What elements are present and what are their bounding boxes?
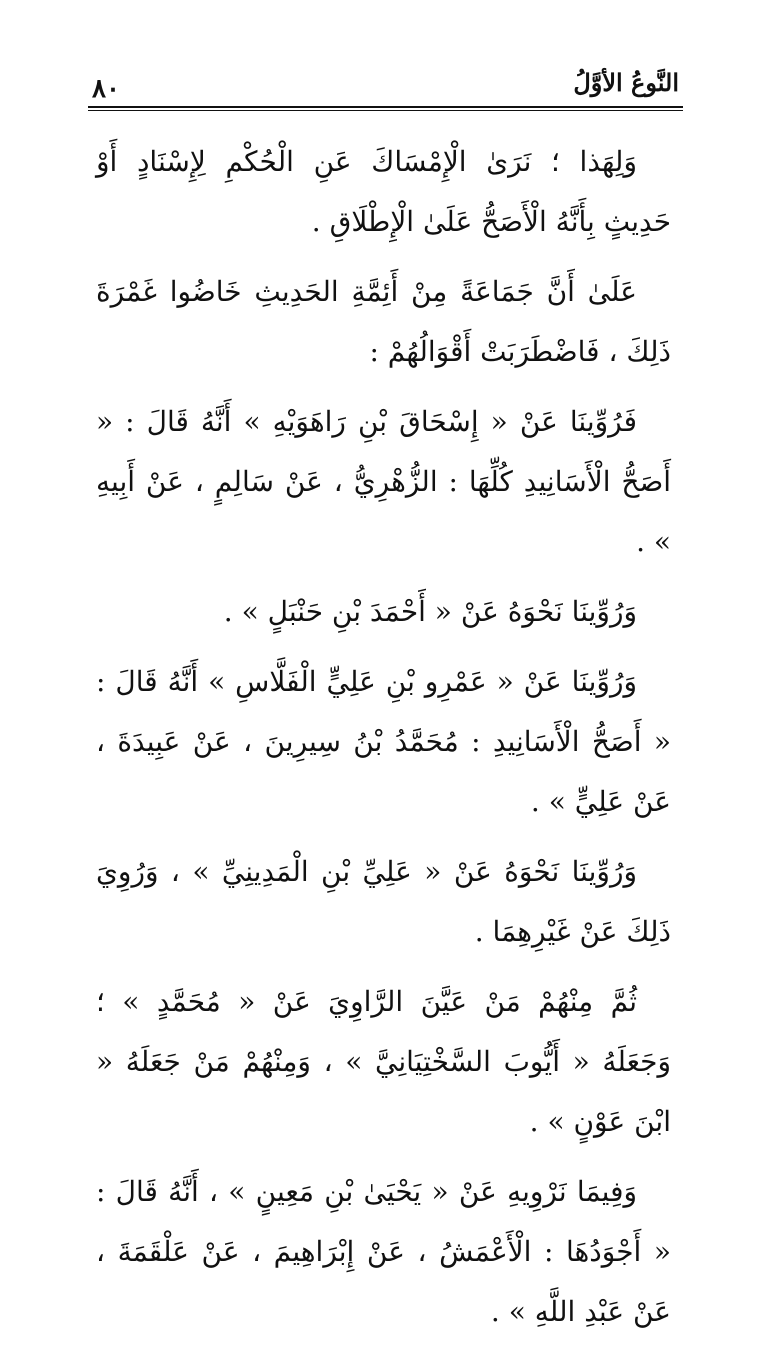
paragraph-4: وَرُوِّينَا نَحْوَهُ عَنْ « أَحْمَدَ بْنِ حَنْبَلٍ » . [223,595,637,628]
paragraph-2: عَلَىٰ أَنَّ جَمَاعَةً مِنْ أَئِمَّةِ الحَدِيثِ خَاضُوا غَمْرَةَ ذَلِكَ ، فَاضْطَرَبَتْ أَقْوَالُهُمْ : [96,275,671,368]
page-header [88,64,683,104]
paragraph-5: وَرُوِّينَا عَنْ « عَمْرِو بْنِ عَلِيٍّ الْفَلَّاسِ » أَنَّهُ قَالَ : « أَصَحُّ الْأَسَانِيدِ : مُحَمَّدُ بْنُ سِيرِينَ ، عَنْ عَبِيدَةَ ، عَنْ عَلِيٍّ » . [96,665,671,818]
body-text [96,132,671,1352]
header-rule [88,106,683,108]
paragraph-1: وَلِهَذا ؛ نَرَىٰ الْإِمْسَاكَ عَنِ الْحُكْمِ لِإِسْنَادٍ أَوْ حَدِيثٍ بِأَنَّهُ الْأَصَحُّ عَلَىٰ الْإِطْلَاقِ . [96,145,671,238]
paragraph-6: وَرُوِّينَا نَحْوَهُ عَنْ « عَلِيِّ بْنِ الْمَدِينِيِّ » ، وَرُوِيَ ذَلِكَ عَنْ غَيْرِهِمَا . [96,855,671,948]
paragraph-7: ثُمَّ مِنْهُمْ مَنْ عَيَّنَ الرَّاوِيَ عَنْ « مُحَمَّدٍ » ؛ وَجَعَلَهُ « أَيُّوبَ السَّخْتِيَانِيَّ » ، وَمِنْهُمْ مَنْ جَعَلَهُ « ابْنَ عَوْنٍ » . [96,985,671,1138]
header-rule-thin [88,110,683,111]
paragraph-3: فَرُوِّينَا عَنْ « إِسْحَاقَ بْنِ رَاهَوَيْهِ » أَنَّهُ قَالَ : « أَصَحُّ الْأَسَانِيدِ كُلِّهَا : الزُّهْرِيُّ ، عَنْ سَالِمٍ ، عَنْ أَبِيهِ » . [96,405,671,558]
page-number: ٨٠ [92,74,120,104]
running-head: النَّوعُ الأوَّلُ [573,68,679,97]
paragraph-8: وَفِيمَا نَرْوِيهِ عَنْ « يَحْيَىٰ بْنِ مَعِينٍ » ، أَنَّهُ قَالَ : « أَجْوَدُهَا : الْأَعْمَشُ ، عَنْ إِبْرَاهِيمَ ، عَنْ عَلْقَمَةَ ، عَنْ عَبْدِ اللَّهِ » . [96,1175,671,1328]
